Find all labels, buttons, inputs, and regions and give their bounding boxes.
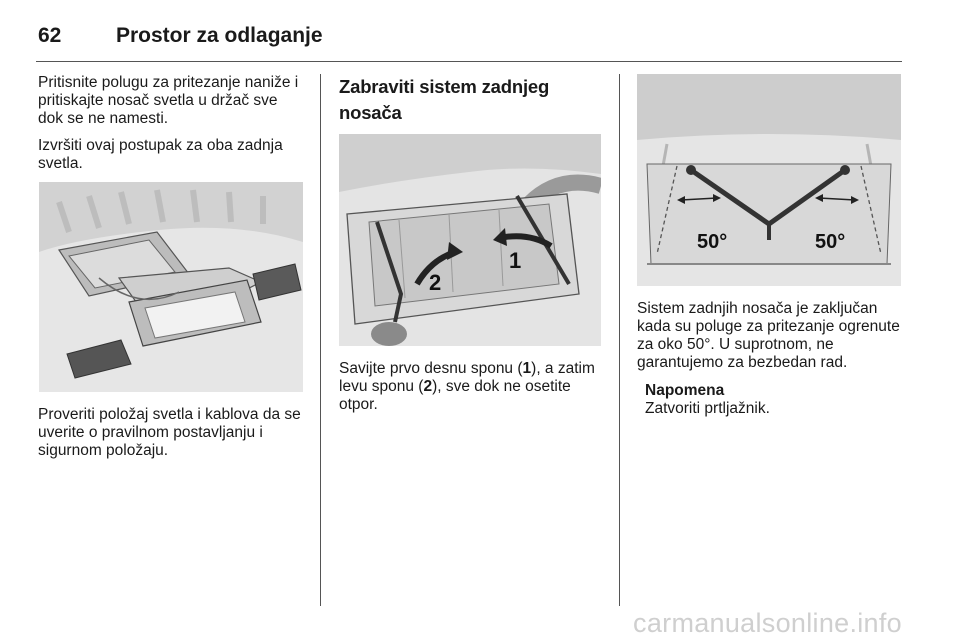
section-heading: Zabraviti sistem zadnjeg nosača <box>339 76 550 123</box>
figure-tail-light-holder <box>39 182 303 392</box>
column-divider-1 <box>320 74 321 606</box>
figure-angle-left: 50° <box>697 231 728 253</box>
carrier-latch-illustration <box>339 134 601 346</box>
figure-carrier-latch <box>339 134 601 346</box>
page-number: 62 <box>38 24 62 47</box>
instruction-paragraph: Sistem zadnjih nosača je zaključan kada su poluge za pritezanje ogrenute za oko 50°. U suprotnom, ne garantujemo za bezbedan rad. <box>637 300 900 371</box>
column-3 <box>637 74 905 418</box>
instruction-paragraph: Pritisnite polugu za pritezanje naniže i pritiskajte nosač svetla u držač sve dok se ne namesti. <box>38 74 299 127</box>
column-1 <box>38 74 304 469</box>
note-text: Zatvoriti prtljažnik. <box>645 400 770 417</box>
column-divider-2 <box>619 74 620 606</box>
note-block <box>637 382 905 418</box>
figure-lever-angle <box>637 74 901 286</box>
lever-angle-illustration <box>637 74 901 286</box>
watermark: carmanualsonline.info <box>633 608 902 638</box>
page-title: Prostor za odlaganje <box>116 24 323 47</box>
header-divider <box>36 61 902 62</box>
figure-label-1: 1 <box>509 248 522 273</box>
page-header <box>38 18 323 54</box>
instruction-paragraph: Savijte prvo desnu sponu (1), a zatim levu sponu (2), sve dok ne osetite otpor. <box>339 360 595 413</box>
note-heading: Napomena <box>645 382 725 399</box>
tail-light-illustration <box>39 182 303 392</box>
column-2 <box>339 74 607 423</box>
figure-angle-right: 50° <box>815 231 846 253</box>
instruction-paragraph: Izvršiti ovaj postupak za oba zadnja svetla. <box>38 137 283 172</box>
instruction-paragraph: Proveriti položaj svetla i kablova da se uverite o pravilnom postavljanju i sigurnom položaju. <box>38 406 301 459</box>
figure-label-2: 2 <box>429 270 442 295</box>
